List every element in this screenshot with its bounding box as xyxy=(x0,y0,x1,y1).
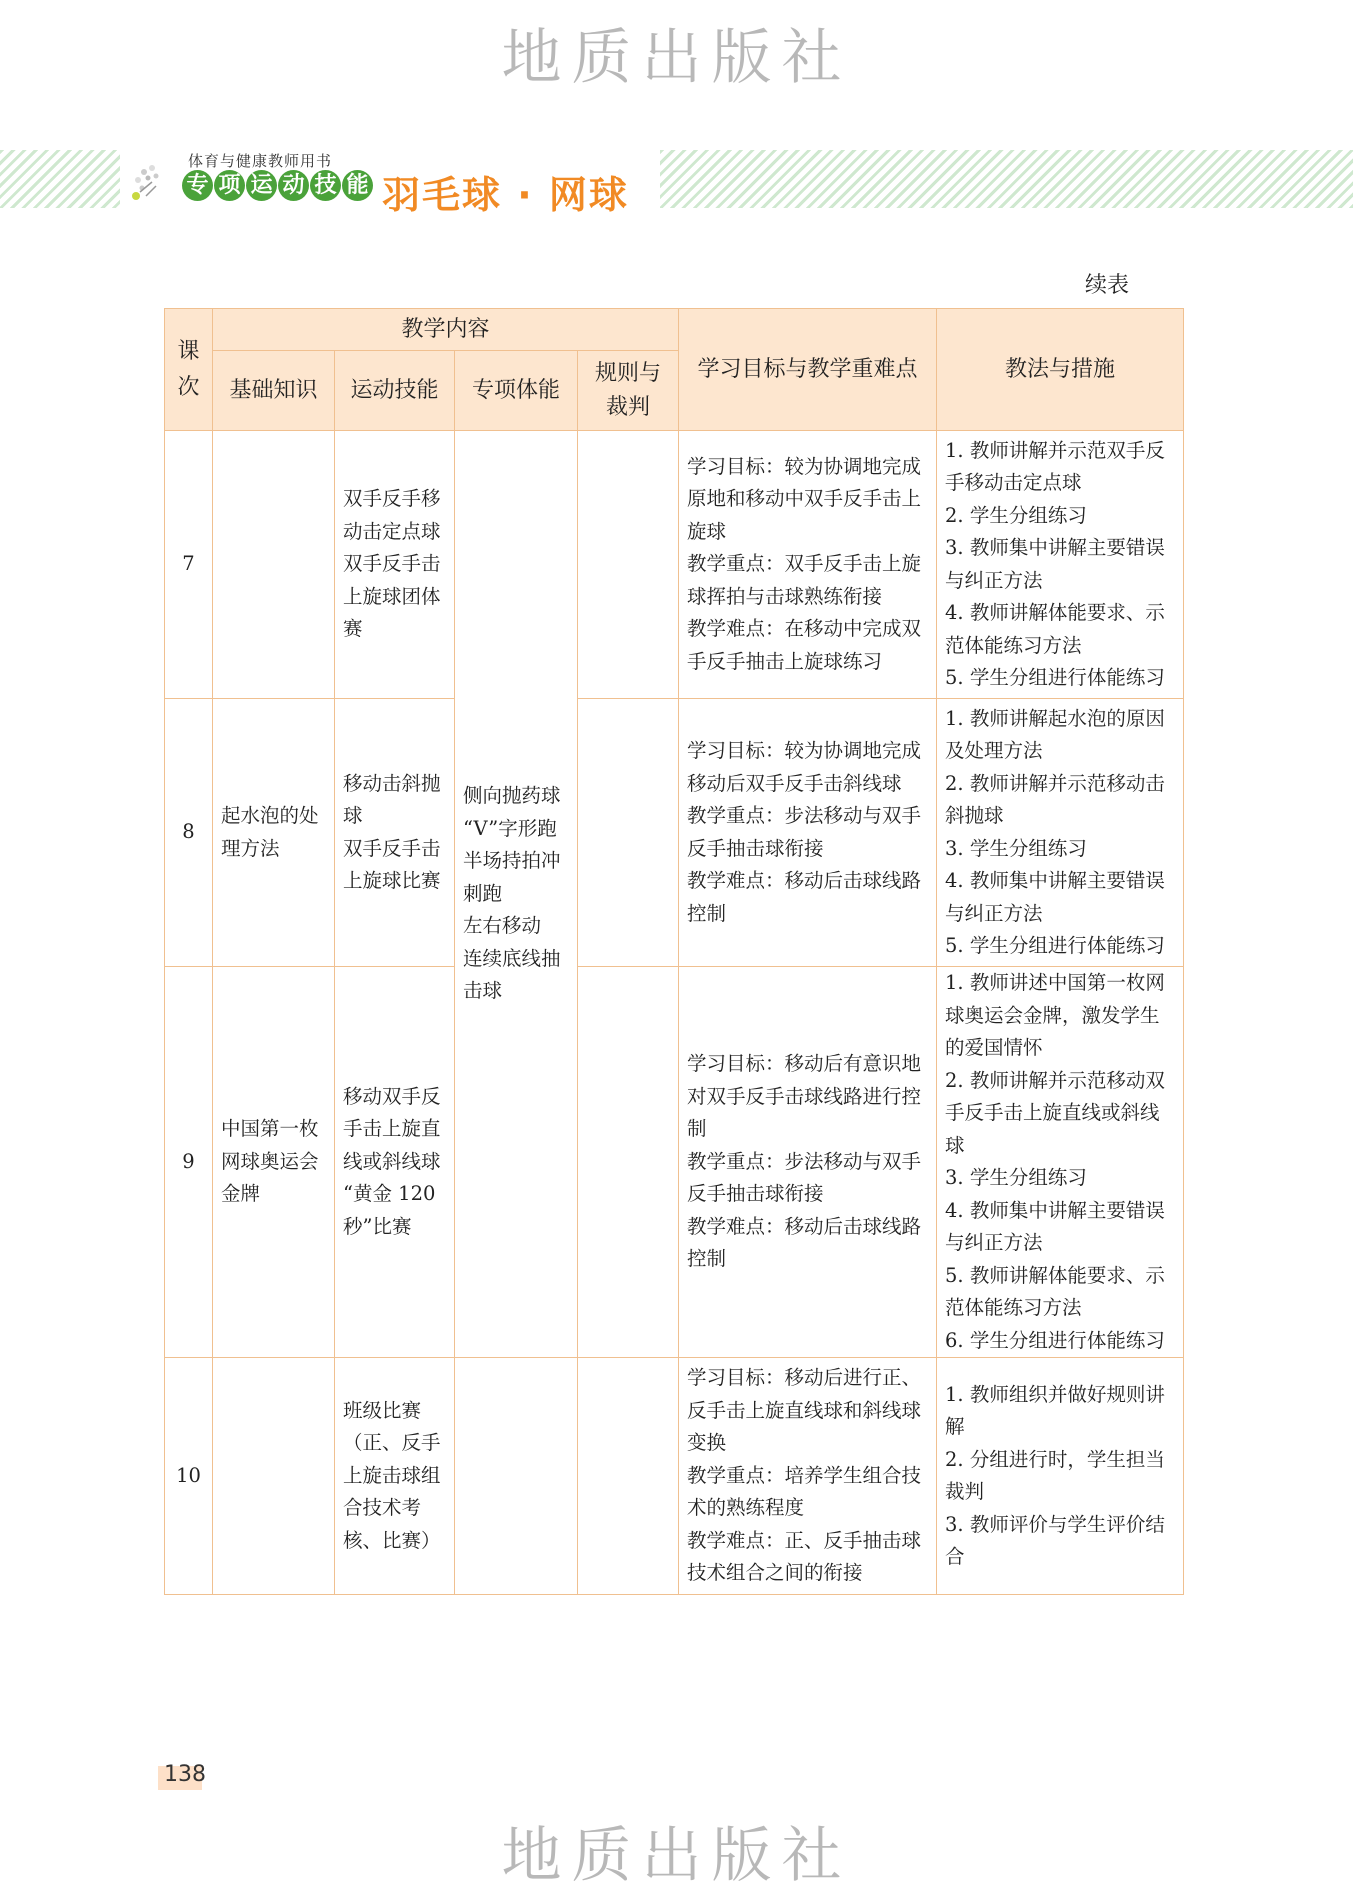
goal-item: 学习目标：较为协调地完成原地和移动中双手反手击上旋球 xyxy=(687,454,922,543)
method-item: 3. 教师评价与学生评价结合 xyxy=(945,1512,1165,1568)
header-rules-referee: 规则与裁判 xyxy=(578,351,679,431)
header-teaching-content: 教学内容 xyxy=(213,309,679,351)
method-item: 3. 学生分组练习 xyxy=(945,836,1087,860)
goal-item: 教学难点：移动后击球线路控制 xyxy=(687,1214,922,1271)
book-logo xyxy=(120,150,660,217)
skill-item: “黄金 120 秒”比赛 xyxy=(343,1182,436,1238)
method-item: 5. 教师讲解体能要求、示范体能练习方法 xyxy=(945,1263,1165,1319)
fitness-item: 连续底线抽击球 xyxy=(463,946,561,1003)
goals-cell xyxy=(679,699,937,967)
method-item: 2. 分组进行时，学生担当裁判 xyxy=(945,1447,1165,1503)
method-item: 3. 学生分组练习 xyxy=(945,1166,1087,1189)
table-row xyxy=(165,699,1184,967)
continued-label: 续表 xyxy=(1085,273,1130,298)
rules-referee-cell xyxy=(578,699,679,967)
lesson-number: 7 xyxy=(165,431,213,699)
method-item: 6. 学生分组进行体能练习 xyxy=(945,1328,1165,1352)
fitness-item: “V”字形跑 xyxy=(463,816,557,840)
basic-knowledge-cell: 中国第一枚网球奥运会金牌 xyxy=(213,967,335,1358)
fitness-item: 半场持拍冲刺跑 xyxy=(463,849,561,905)
series-title xyxy=(182,170,374,201)
method-item: 5. 学生分组进行体能练习 xyxy=(945,934,1165,957)
methods-cell xyxy=(937,699,1184,967)
skill-item: 双手反手移动击定点球 xyxy=(343,487,441,543)
lesson-number: 8 xyxy=(165,699,213,967)
method-item: 4. 教师集中讲解主要错误与纠正方法 xyxy=(945,1198,1165,1254)
rules-referee-cell xyxy=(578,967,679,1358)
header-stripes-left xyxy=(0,150,120,208)
methods-cell xyxy=(937,1358,1184,1595)
header-stripes-right xyxy=(660,150,1353,208)
skill-item: 双手反手击上旋球比赛 xyxy=(343,836,441,892)
skill-item: 移动双手反手击上旋直线或斜线球 xyxy=(343,1084,441,1173)
header-lesson: 课次 xyxy=(165,309,213,431)
lesson-number: 10 xyxy=(165,1358,213,1595)
method-item: 2. 教师讲解并示范移动双手反手击上旋直线或斜线球 xyxy=(945,1068,1165,1157)
goal-item: 教学难点：在移动中完成双手反手抽击上旋球练习 xyxy=(687,617,922,673)
goal-item: 教学重点：培养学生组合技术的熟练程度 xyxy=(687,1463,922,1520)
sport-skill-cell xyxy=(335,967,455,1358)
series-char: 动 xyxy=(278,170,309,201)
rules-referee-cell xyxy=(578,431,679,699)
methods-cell xyxy=(937,967,1184,1358)
method-item: 3. 教师集中讲解主要错误与纠正方法 xyxy=(945,536,1165,592)
badminton-shuttlecock-icon xyxy=(126,156,174,204)
basic-knowledge-cell xyxy=(213,1358,335,1595)
series-char: 运 xyxy=(246,170,277,201)
header-special-fitness: 专项体能 xyxy=(455,351,578,431)
method-item: 1. 教师组织并做好规则讲解 xyxy=(945,1382,1165,1438)
table-row xyxy=(165,431,1184,699)
skill-item: 双手反手击上旋球团体赛 xyxy=(343,552,441,641)
method-item: 5. 学生分组进行体能练习 xyxy=(945,666,1165,689)
goals-cell xyxy=(679,1358,937,1595)
table-row xyxy=(165,1358,1184,1595)
skill-item: 移动击斜抛球 xyxy=(343,771,441,827)
watermark-top: 地质出版社 xyxy=(501,23,852,93)
sport-skill-cell xyxy=(335,431,455,699)
method-item: 2. 教师讲解并示范移动击斜抛球 xyxy=(945,771,1165,827)
method-item: 1. 教师讲解并示范双手反手移动击定点球 xyxy=(945,438,1165,494)
method-item: 4. 教师讲解体能要求、示范体能练习方法 xyxy=(945,601,1165,657)
header-sport-skill: 运动技能 xyxy=(335,351,455,431)
goal-item: 教学难点：移动后击球线路控制 xyxy=(687,869,922,925)
special-fitness-cell xyxy=(455,1358,578,1595)
goal-item: 学习目标：较为协调地完成移动后双手反手击斜线球 xyxy=(687,739,922,795)
goal-item: 教学重点：步法移动与双手反手抽击球衔接 xyxy=(687,804,922,860)
page-number: 138 xyxy=(164,1762,206,1787)
header-methods: 教法与措施 xyxy=(937,309,1184,431)
table-row xyxy=(165,967,1184,1358)
goal-item: 教学难点：正、反手抽击球技术组合之间的衔接 xyxy=(687,1528,922,1585)
goal-item: 学习目标：移动后进行正、反手击上旋直线球和斜线球变换 xyxy=(687,1366,922,1455)
goals-cell xyxy=(679,431,937,699)
basic-knowledge-cell xyxy=(213,431,335,699)
series-char: 技 xyxy=(310,170,341,201)
method-item: 1. 教师讲述中国第一枚网球奥运会金牌，激发学生的爱国情怀 xyxy=(945,971,1165,1059)
header-goals: 学习目标与教学重难点 xyxy=(679,309,937,431)
skill-item: 班级比赛（正、反手上旋击球组合技术考核、比赛） xyxy=(343,1398,441,1552)
methods-cell xyxy=(937,431,1184,699)
method-item: 4. 教师集中讲解主要错误与纠正方法 xyxy=(945,869,1165,925)
book-header-band xyxy=(0,150,1353,217)
lesson-number: 9 xyxy=(165,967,213,1358)
book-title: 羽毛球 · 网球 xyxy=(382,173,629,217)
series-char: 项 xyxy=(214,170,245,201)
series-char: 能 xyxy=(342,170,373,201)
book-subtitle: 体育与健康教师用书 xyxy=(188,152,333,170)
sport-skill-cell xyxy=(335,1358,455,1595)
method-item: 2. 学生分组练习 xyxy=(945,503,1087,527)
goals-cell xyxy=(679,967,937,1358)
goal-item: 教学重点：双手反手击上旋球挥拍与击球熟练衔接 xyxy=(687,552,922,608)
watermark-bottom: 地质出版社 xyxy=(501,1821,852,1891)
goal-item: 教学重点：步法移动与双手反手抽击球衔接 xyxy=(687,1149,922,1206)
fitness-item: 左右移动 xyxy=(463,914,542,938)
basic-knowledge-cell: 起水泡的处理方法 xyxy=(213,699,335,967)
method-item: 1. 教师讲解起水泡的原因及处理方法 xyxy=(945,706,1165,762)
lesson-plan-table xyxy=(164,308,1184,1595)
sport-skill-cell xyxy=(335,699,455,967)
header-basic-knowledge: 基础知识 xyxy=(213,351,335,431)
goal-item: 学习目标：移动后有意识地对双手反手击球线路进行控制 xyxy=(687,1052,922,1141)
rules-referee-cell xyxy=(578,1358,679,1595)
fitness-item: 侧向抛药球 xyxy=(463,784,561,808)
series-char: 专 xyxy=(182,170,213,201)
special-fitness-cell xyxy=(455,431,578,1358)
